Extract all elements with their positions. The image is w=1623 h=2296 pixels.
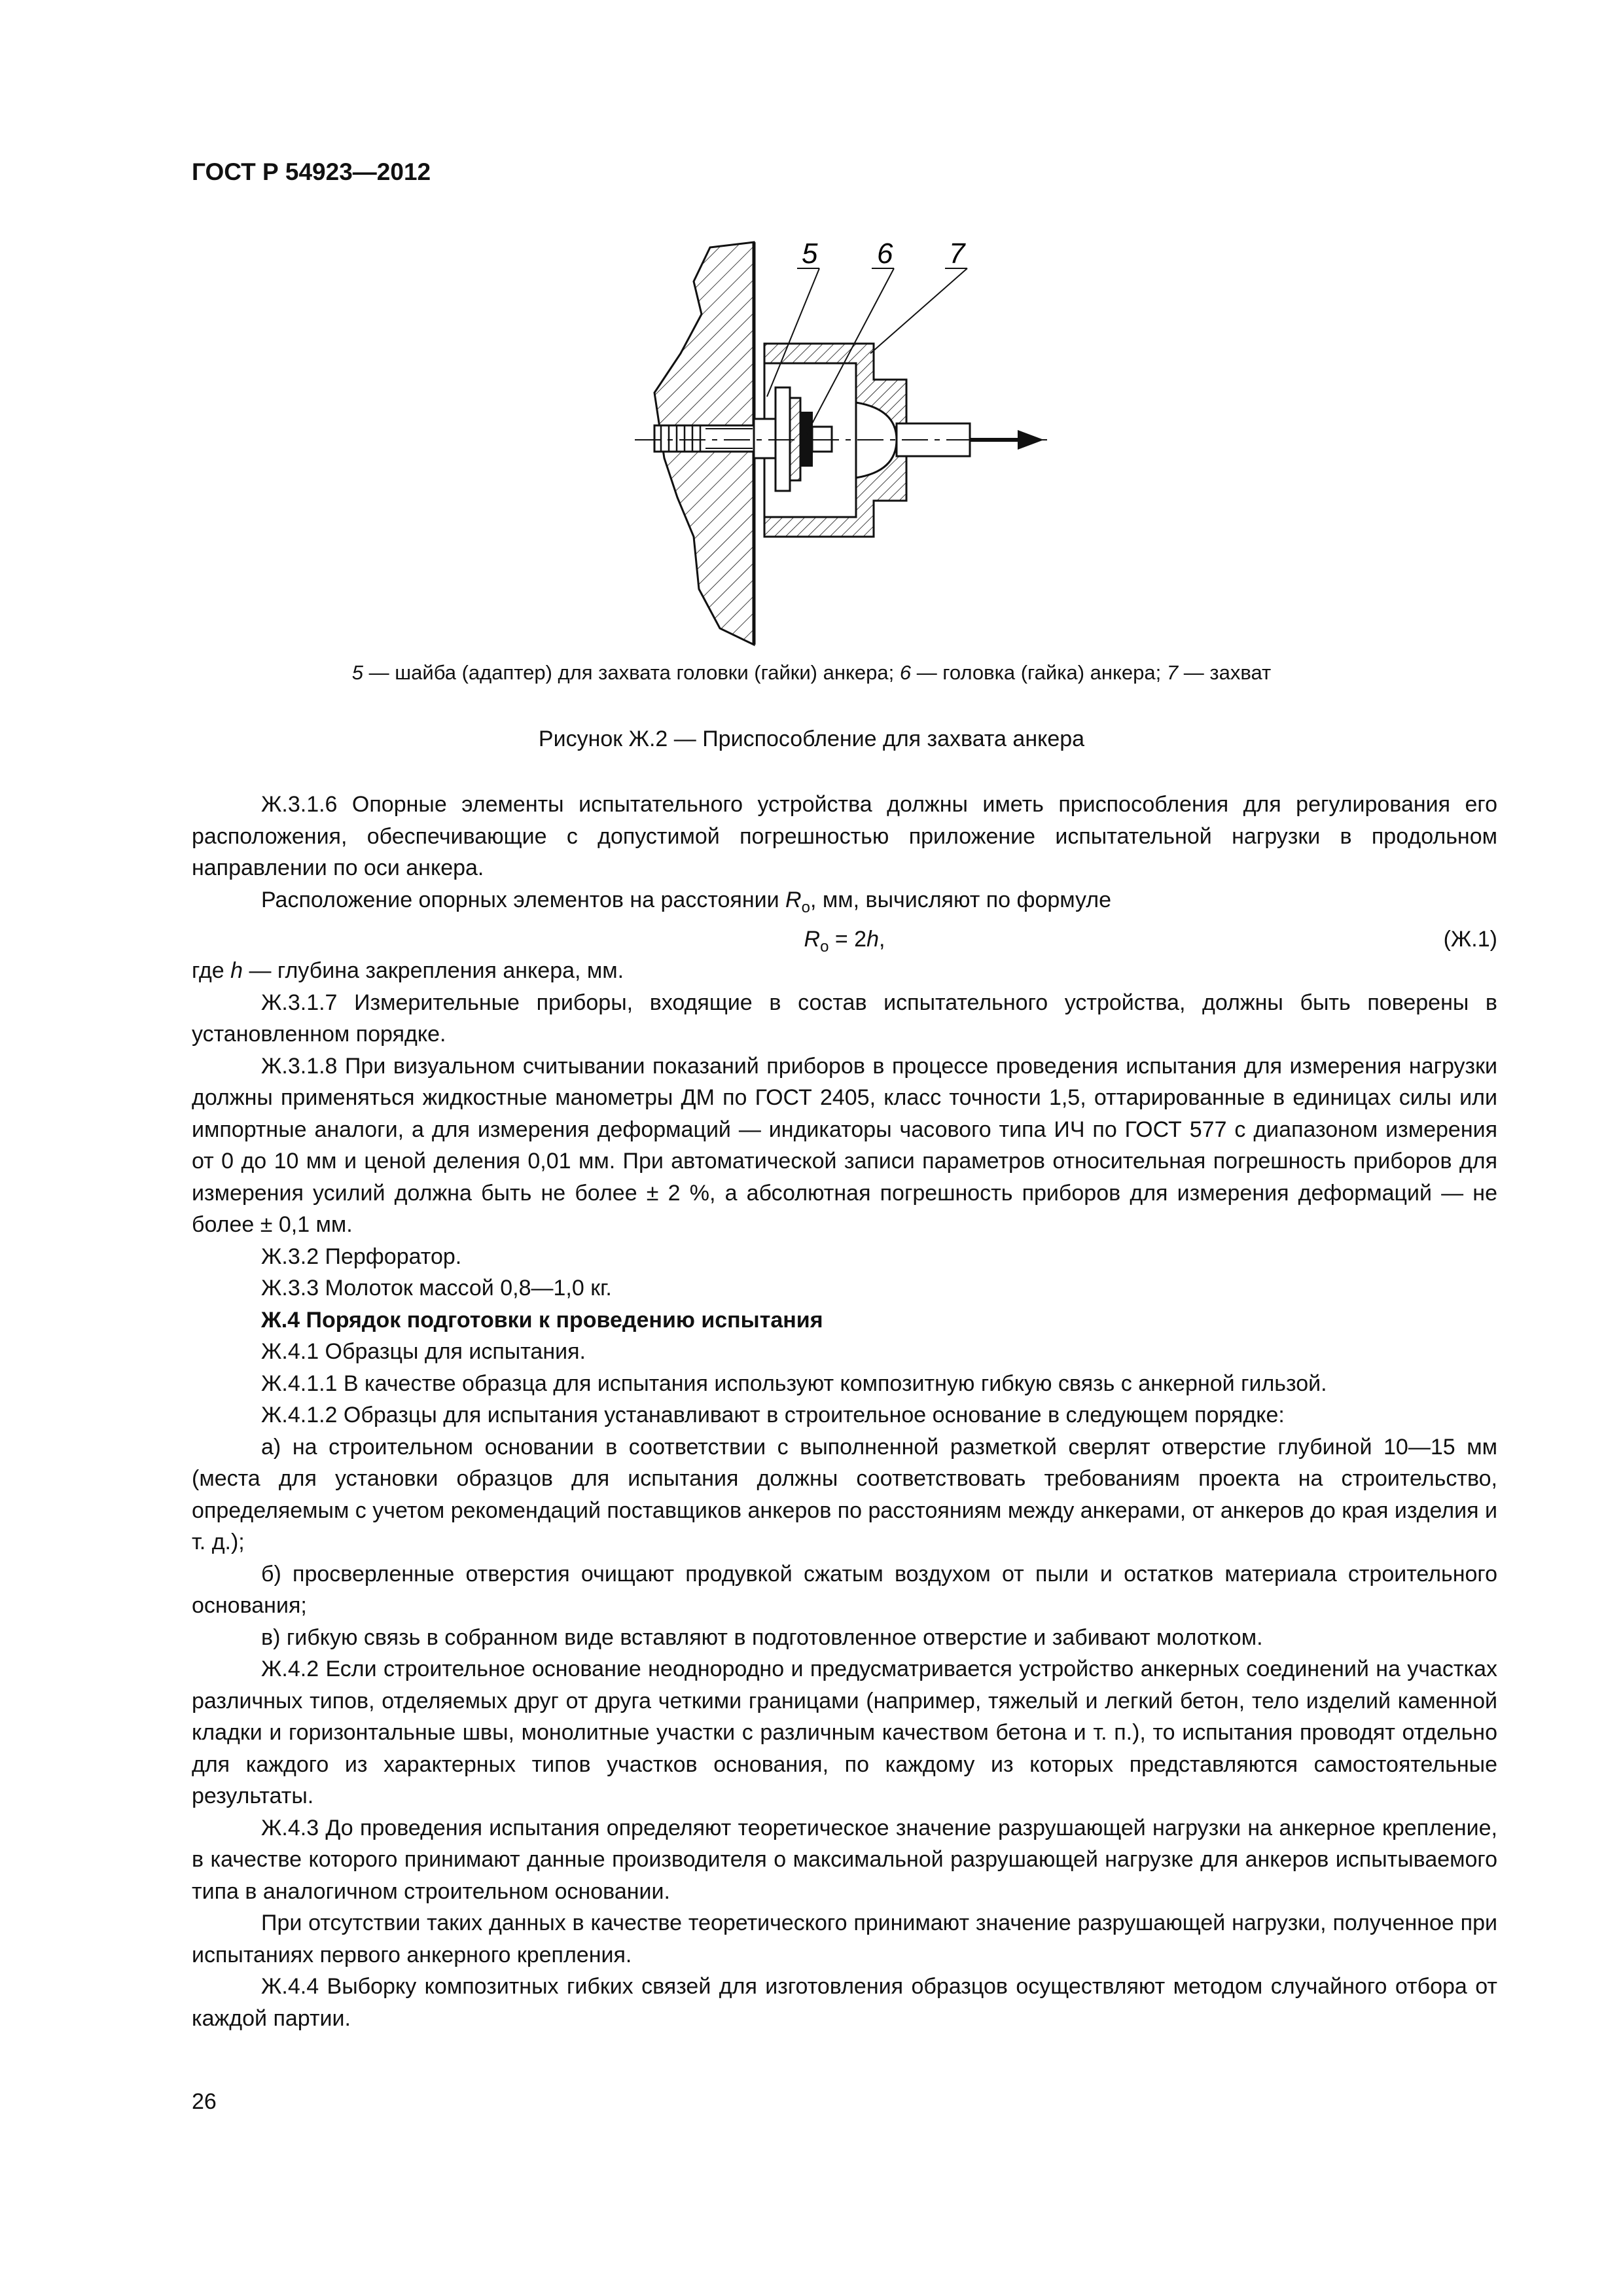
figure-legend: 5 — шайба (адаптер) для захвата головки (гайки) анкера; 6 — головка (гайка) анкера; 7 — захват <box>351 661 1272 684</box>
section-heading-j4: Ж.4 Порядок подготовки к проведению испытания <box>261 1307 823 1333</box>
document-header: ГОСТ Р 54923—2012 <box>192 158 431 185</box>
pull-arrow-icon <box>1018 430 1044 450</box>
page-number: 26 <box>192 2089 217 2114</box>
paragraph-j3-1-8: Ж.3.1.8 При визуальном считывании показаний приборов в процессе проведения испытания для измерения нагрузки должны применяться жидкостные манометры ДМ по ГОСТ 2405, класс точности 1,5, оттарированные в единицах силы или импортные аналоги, а для измерения деформаций — индикаторы часового типа ИЧ по ГОСТ 577 с диапазоном измерения от 0 до 10 мм и ценой деления 0,01 мм. При автоматической записи параметров относительная погрешность приборов для измерения усилий должна быть не более ± 2 %, а абсолютная погрешность приборов для измерения деформаций — не более ± 0,1 мм. <box>192 1053 1497 1238</box>
paragraph-j4-3: Ж.4.3 До проведения испытания определяют теоретическое значение разрушающей нагрузки на анкерное крепление, в качестве которого принимают данные производителя о максимальной разрушающей нагрузке для анкеров испытываемого типа в аналогичном строительном основании. <box>192 1815 1497 1904</box>
body-text <box>192 789 1497 2034</box>
formula-j1 <box>192 924 1497 956</box>
paragraph-j4-2: Ж.4.2 Если строительное основание неоднородно и предусматривается устройство анкерных соединений на участках различных типов, отделяемых друг от друга четкими границами (например, тяжелый и легкий бетон, тело изделий каменной кладки и горизонтальные швы, монолитные участки с различным качеством бетона и т. п.), то испытания проводят отдельно для каждого из характерных типов участков основания, по каждому из которых представляются самостоятельные результаты. <box>192 1657 1497 1809</box>
paragraph-j4-1: Ж.4.1 Образцы для испытания. <box>261 1339 586 1365</box>
paragraph-j3-1-7: Ж.3.1.7 Измерительные приборы, входящие в состав испытательного устройства, должны быть поверены в установленном порядке. <box>192 990 1497 1047</box>
callout-6: 6 <box>877 238 893 270</box>
paragraph-j4-1-1: Ж.4.1.1 В качестве образца для испытания используют композитную гибкую связь с анкерной гильзой. <box>261 1371 1327 1396</box>
paragraph-j4-4: Ж.4.4 Выборку композитных гибких связей для изготовления образцов осуществляют методом случайного отбора от каждой партии. <box>192 1974 1497 2031</box>
list-item-a: а) на строительном основании в соответствии с выполненной разметкой сверлят отверстие глубиной 10—15 мм (места для установки образцов для испытания должны соответствовать требованиям проекта на строительство, определяемым с учетом рекомендаций поставщиков анкеров по расстояниям между анкерами, от анкеров до края изделия и т. д.); <box>192 1434 1497 1555</box>
anchor-grip-figure <box>628 223 1086 655</box>
paragraph-j4-1-2: Ж.4.1.2 Образцы для испытания устанавливают в строительное основание в следующем порядке: <box>261 1403 1285 1428</box>
paragraph-j3-2: Ж.3.2 Перфоратор. <box>261 1244 462 1269</box>
paragraph-formula-intro: Расположение опорных элементов на расстоянии $R_o$, мм, вычисляют по формуле <box>261 887 1112 916</box>
list-item-b: б) просверленные отверстия очищают продувкой сжатым воздухом от пыли и остатков материала строительного основания; <box>192 1561 1497 1619</box>
paragraph-j3-1-6: Ж.3.1.6 Опорные элементы испытательного устройства должны иметь приспособления для регулирования его расположения, обеспечивающие с допустимой погрешностью приложение испытательной нагрузки в продольном направлении по оси анкера. <box>192 792 1497 880</box>
formula-expression: $R_o = 2h$, <box>804 926 885 956</box>
paragraph-where: где h — глубина закрепления анкера, мм. <box>192 958 624 984</box>
list-item-v: в) гибкую связь в собранном виде вставляют в подготовленное отверстие и забивают молотком. <box>261 1624 1263 1650</box>
paragraph-no-data: При отсутствии таких данных в качестве теоретического принимают значение разрушающей нагрузки, полученное при испытаниях первого анкерного крепления. <box>192 1910 1497 1967</box>
figure-caption: Рисунок Ж.2 — Приспособление для захвата анкера <box>538 726 1085 751</box>
formula-number: (Ж.1) <box>1443 926 1497 952</box>
callout-5: 5 <box>802 238 818 270</box>
callout-7: 7 <box>949 238 965 270</box>
paragraph-j3-3: Ж.3.3 Молоток массой 0,8—1,0 кг. <box>261 1276 612 1301</box>
